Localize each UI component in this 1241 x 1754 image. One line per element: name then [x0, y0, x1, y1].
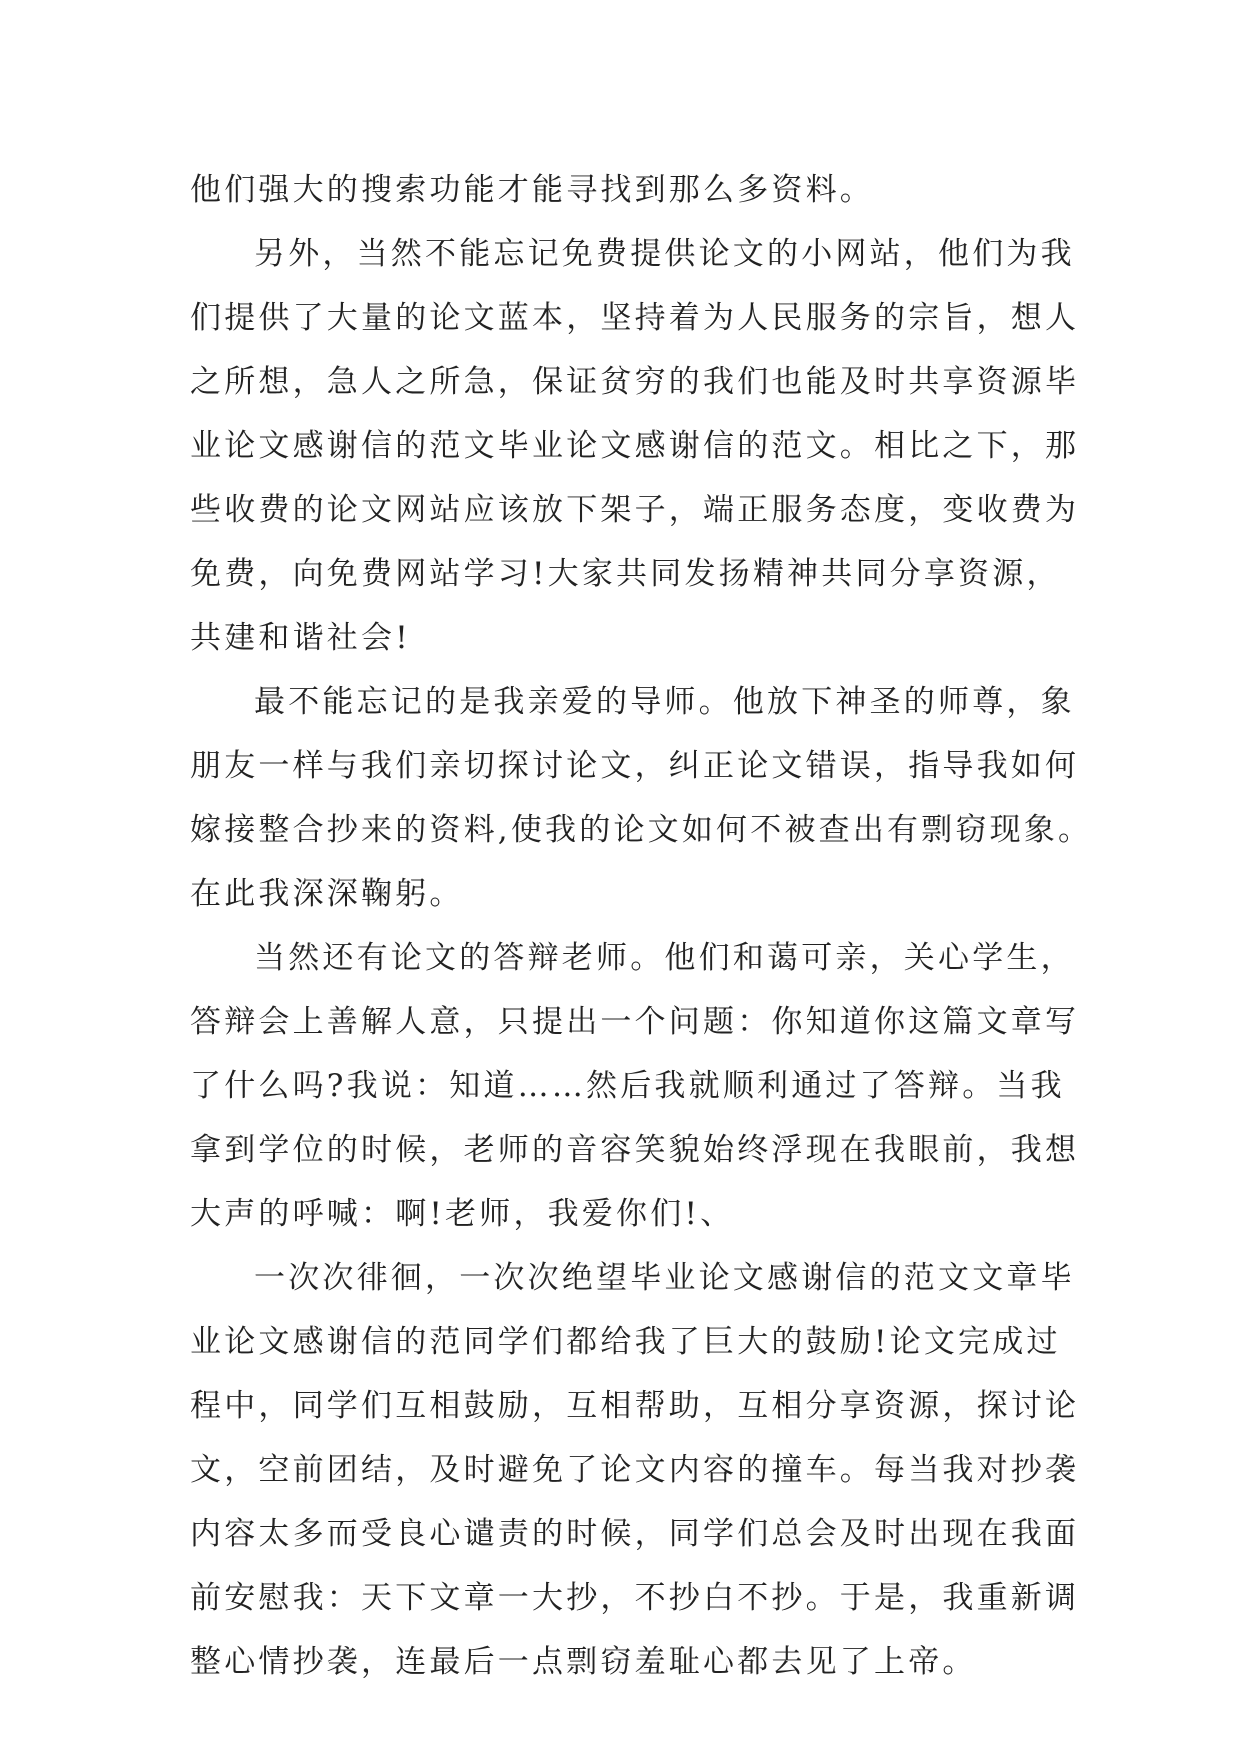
text-line: 文，空前团结，及时避免了论文内容的撞车。每当我对抄袭 — [190, 1452, 1080, 1488]
text-line: 拿到学位的时候，老师的音容笑貌始终浮现在我眼前，我想 — [190, 1132, 1080, 1168]
text-line: 大声的呼喊：啊!老师，我爱你们!、 — [190, 1196, 735, 1232]
text-line: 答辩会上善解人意，只提出一个问题：你知道你这篇文章写 — [190, 1004, 1080, 1040]
text-line: 们提供了大量的论文蓝本，坚持着为人民服务的宗旨，想人 — [190, 300, 1080, 336]
text-line: 整心情抄袭，连最后一点剽窃羞耻心都去见了上帝。 — [190, 1644, 977, 1680]
text-line: 些收费的论文网站应该放下架子，端正服务态度，变收费为 — [190, 492, 1080, 528]
text-line: 当然还有论文的答辩老师。他们和蔼可亲，关心学生， — [254, 940, 1075, 976]
text-line: 了什么吗?我说：知道……然后我就顺利通过了答辩。当我 — [190, 1068, 1065, 1104]
document-body — [190, 158, 1093, 1694]
text-line: 内容太多而受良心谴责的时候，同学们总会及时出现在我面 — [190, 1516, 1080, 1552]
text-line: 之所想，急人之所急，保证贫穷的我们也能及时共享资源毕 — [190, 364, 1080, 400]
text-line: 免费，向免费网站学习!大家共同发扬精神共同分享资源， — [190, 556, 1061, 592]
text-line: 嫁接整合抄来的资料,使我的论文如何不被查出有剽窃现象。 — [190, 812, 1093, 848]
text-line: 业论文感谢信的范同学们都给我了巨大的鼓励!论文完成过 — [190, 1324, 1061, 1360]
text-line: 共建和谐社会! — [190, 620, 411, 656]
text-line: 最不能忘记的是我亲爱的导师。他放下神圣的师尊，象 — [254, 684, 1075, 720]
text-line: 程中，同学们互相鼓励，互相帮助，互相分享资源，探讨论 — [190, 1388, 1080, 1424]
text-line: 业论文感谢信的范文毕业论文感谢信的范文。相比之下，那 — [190, 428, 1080, 464]
text-line: 朋友一样与我们亲切探讨论文，纠正论文错误，指导我如何 — [190, 748, 1080, 784]
text-line: 前安慰我：天下文章一大抄，不抄白不抄。于是，我重新调 — [190, 1580, 1080, 1616]
text-line: 另外，当然不能忘记免费提供论文的小网站，他们为我 — [254, 236, 1075, 272]
text-line: 他们强大的搜索功能才能寻找到那么多资料。 — [190, 172, 874, 208]
text-line: 一次次徘徊，一次次绝望毕业论文感谢信的范文文章毕 — [254, 1260, 1075, 1296]
text-line: 在此我深深鞠躬。 — [190, 876, 464, 912]
